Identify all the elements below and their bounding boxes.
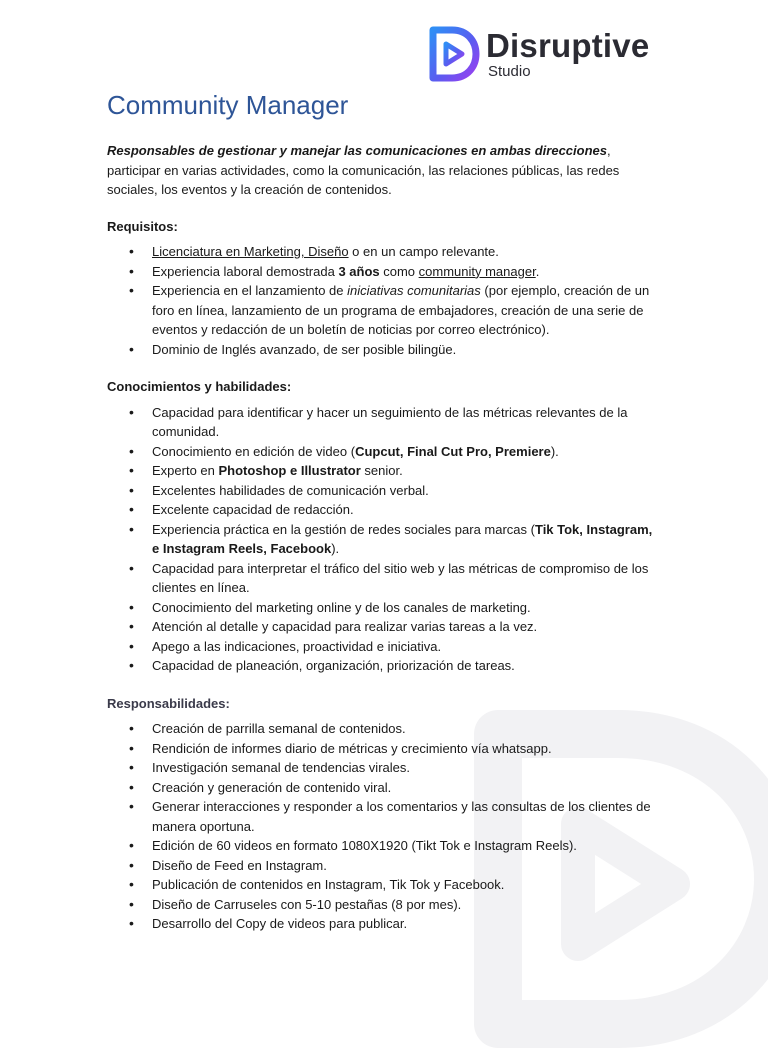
list-item: • Experiencia práctica en la gestión de redes sociales para marcas (Tik Tok, Instagram, e Instagram Reels, Facebook). [107, 520, 663, 559]
list-item: • Capacidad para identificar y hacer un seguimiento de las métricas relevantes de la comunidad. [107, 403, 663, 442]
list-item: • Generar interacciones y responder a los comentarios y las consultas de los clientes de manera oportuna. [107, 797, 663, 836]
document-body [107, 141, 663, 952]
list-item: • Apego a las indicaciones, proactividad e iniciativa. [107, 637, 663, 657]
list-item: • Rendición de informes diario de métricas y crecimiento vía whatsapp. [107, 739, 663, 759]
page-title: Community Manager [107, 90, 349, 120]
list-item: • Conocimiento del marketing online y de los canales de marketing. [107, 598, 663, 618]
requisitos-heading: Requisitos: [107, 218, 178, 234]
intro-lead: Responsables de gestionar y manejar las comunicaciones en ambas direcciones [107, 143, 607, 158]
conocimientos-heading: Conocimientos y habilidades: [107, 379, 292, 394]
list-item: • Licenciatura en Marketing, Diseño o en un campo relevante. [107, 242, 663, 262]
list-item: • Excelente capacidad de redacción. [107, 500, 663, 520]
conocimientos-list [107, 403, 663, 676]
list-item: • Diseño de Feed en Instagram. [107, 856, 663, 876]
list-item: • Publicación de contenidos en Instagram, Tik Tok y Facebook. [107, 875, 663, 895]
brand-name: Disruptive [486, 27, 650, 64]
disruptive-logo-icon [424, 22, 480, 86]
list-item: • Creación de parrilla semanal de contenidos. [107, 719, 663, 739]
list-item: • Excelentes habilidades de comunicación verbal. [107, 481, 663, 501]
list-item: • Experto en Photoshop e Illustrator senior. [107, 461, 663, 481]
list-item: • Capacidad para interpretar el tráfico del sitio web y las métricas de compromiso de los clientes en línea. [107, 559, 663, 598]
list-item: • Investigación semanal de tendencias virales. [107, 758, 663, 778]
list-item: • Conocimiento en edición de video (Cupcut, Final Cut Pro, Premiere). [107, 442, 663, 462]
list-item: • Creación y generación de contenido viral. [107, 778, 663, 798]
list-item: • Dominio de Inglés avanzado, de ser posible bilingüe. [107, 340, 663, 360]
list-item: • Capacidad de planeación, organización, priorización de tareas. [107, 656, 663, 676]
requisitos-list [107, 242, 663, 359]
intro-rest: , participar en varias actividades, como la comunicación, las relaciones públicas, las redes sociales, los eventos y la creación de contenidos. [107, 143, 620, 197]
list-item: • Atención al detalle y capacidad para realizar varias tareas a la vez. [107, 617, 663, 637]
brand-logo [424, 22, 649, 86]
list-item: • Experiencia laboral demostrada 3 años como community manager. [107, 262, 663, 282]
intro-paragraph [107, 141, 663, 200]
list-item: • Diseño de Carruseles con 5-10 pestañas (8 por mes). [107, 895, 663, 915]
list-item: • Experiencia en el lanzamiento de iniciativas comunitarias (por ejemplo, creación de un foro en línea, lanzamiento de un programa de embajadores, creación de una serie de eventos y redacción de un boletín de noticias por correo electrónico). [107, 281, 663, 340]
responsabilidades-heading: Responsabilidades: [107, 695, 230, 711]
brand-subtitle: Studio [488, 63, 531, 80]
list-item: • Desarrollo del Copy de videos para publicar. [107, 914, 663, 934]
list-item: • Edición de 60 videos en formato 1080X1920 (Tikt Tok e Instagram Reels). [107, 836, 663, 856]
responsabilidades-list [107, 719, 663, 934]
